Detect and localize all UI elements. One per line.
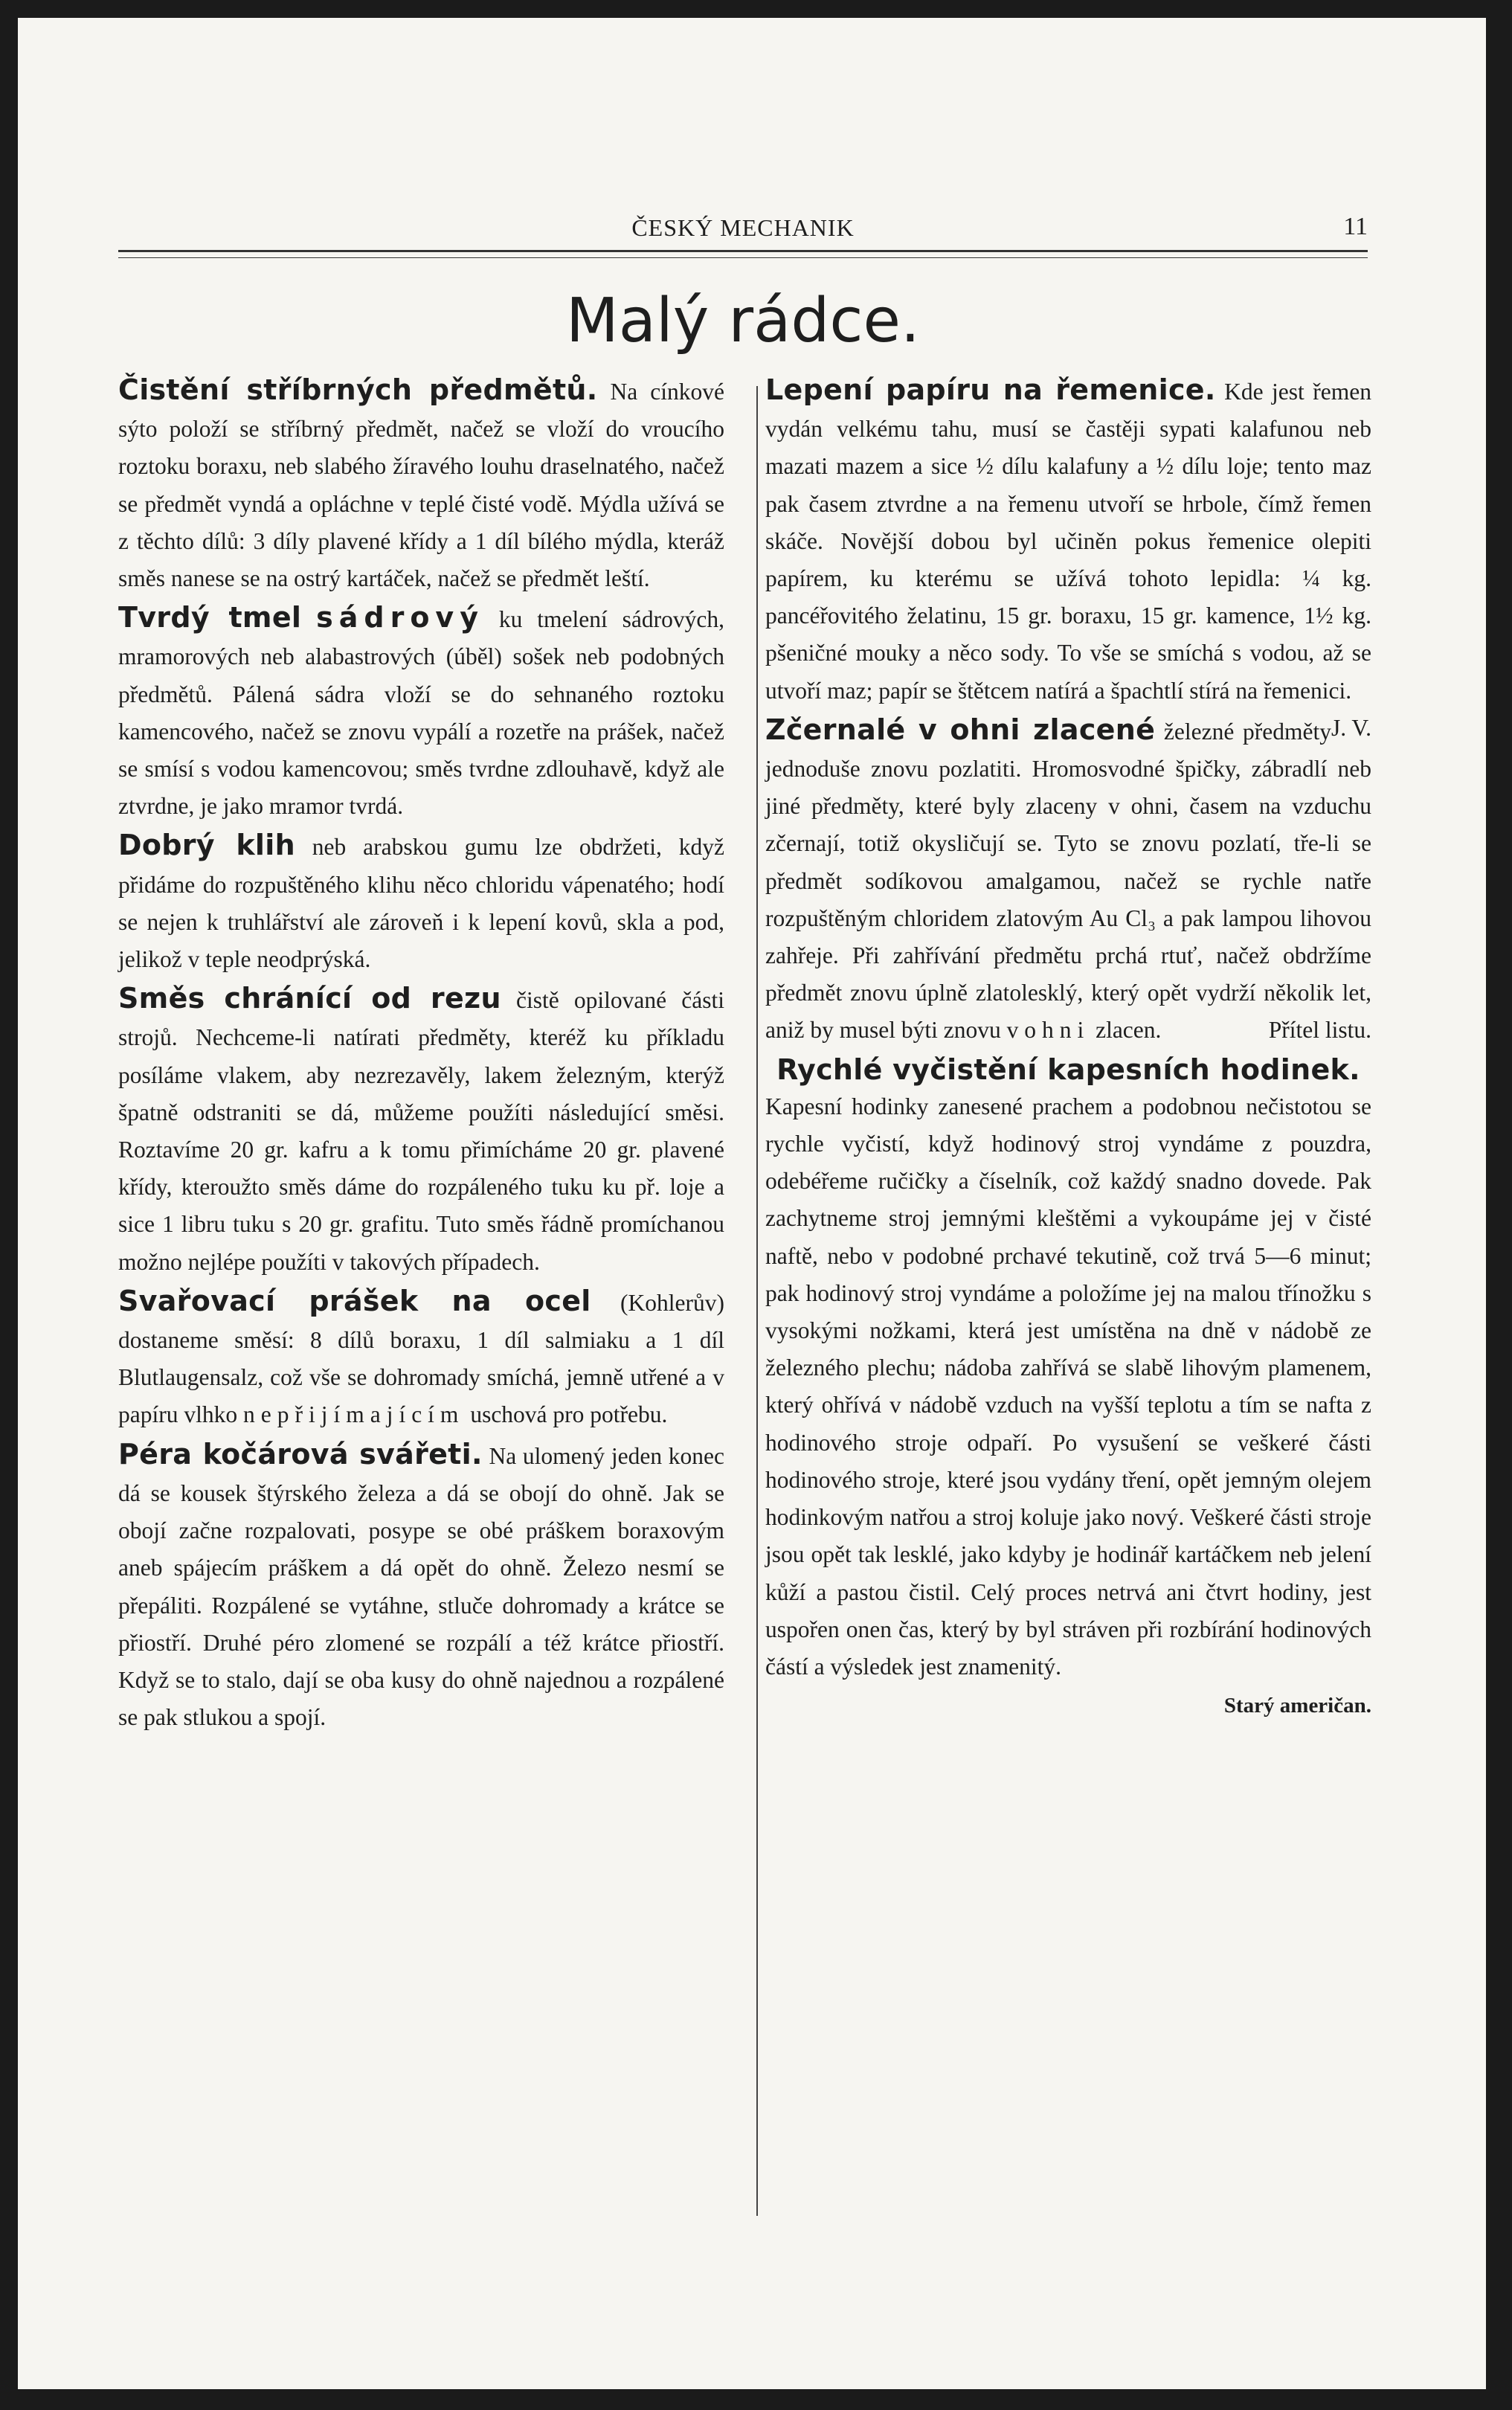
header-rule-thick bbox=[118, 250, 1368, 252]
column-divider bbox=[756, 386, 758, 2216]
article-signature: J. V. bbox=[1331, 714, 1371, 741]
article-rust-protection bbox=[118, 980, 724, 1281]
article-text: ku tmelení sádrových, mramorových neb alabastrových (úběl) sošek neb podobných předmětů. Pálená sádra vloží se do sehnaného roztoku kamencového, načež se znovu vypálí a rozetře na prášek, načež se smísí s vodou kamencovou; směs tvrdne zdlouhavě, když ale ztvrdne, je jako mramor tvrdá. bbox=[118, 606, 724, 820]
article-heading: Svařovací prášek na ocel bbox=[118, 1284, 591, 1317]
article-text: čistě opilované části strojů. Nechceme-li natírati předměty, kteréž ku příkladu posíláme vlakem, aby nezrezavěly, lakem železným, kterýž špatně odstraniti se dá, můžeme použíti následující směsi. Roztavíme 20 gr. kafru a k tomu přimícháme 20 gr. plavené křídy, kteroužto směs dáme do rozpáleného tuku ku př. loje a sice 1 libru tuku s 20 gr. grafitu. Tuto směs řádně promíchanou možno nejlépe použíti v takových případech. bbox=[118, 987, 724, 1275]
article-good-glue bbox=[118, 826, 724, 978]
running-header bbox=[118, 210, 1368, 245]
article-text: Na cínkové sýto položí se stříbrný předmět, načež se vloží do vroucího roztoku boraxu, neb slabého žíravého louhu draselnatého, načež se předmět vyndá a opláchne v teplé čisté vodě. Mýdla užívá se z těchto dílů: 3 díly plavené křídy a 1 díl bílého mýdla, kteráž směs nanese se na ostrý kartáček, načež se předmět leští. bbox=[118, 379, 724, 592]
article-heading: Lepení papíru na řemenice. bbox=[765, 373, 1216, 406]
page-number: 11 bbox=[1343, 213, 1368, 240]
article-welding-powder bbox=[118, 1282, 724, 1434]
article-text: neb arabskou gumu lze obdržeti, když přidáme do rozpuštěného klihu něco chloridu vápenatého; hodí se nejen k truhlářství ale zároveň i k lepení kovů, skla a pod, jelikož v teple neodprýská. bbox=[118, 834, 724, 973]
page bbox=[18, 18, 1486, 2389]
article-text: železné předměty jednoduše znovu pozlatiti. Hromosvodné špičky, zábradlí neb jiné předměty, které byly zlaceny v ohni, časem na vzduchu zčernají, totiž okysličují se. Tyto se znovu pozlatí, tře-li se předmět sodíkovou amalgamou, načež se rychle natře rozpuštěným chloridem zlatovým Au Cl₃ a pak lampou lihovou zahřeje. Při zahřívání předmětu prchá rtuť, načež obdržíme předmět znovu úplně zlatolesklý, který opět vydrží několik let, aniž by musel býti znovu v bbox=[765, 718, 1371, 1044]
article-text: (Kohlerův) dostaneme směsí: 8 dílů boraxu, 1 díl salmiaku a 1 díl Blutlaugensalz, což vše se dohromady smíchá, jemně utřené a v papíru vlhko bbox=[118, 1289, 724, 1428]
article-text-spaced: nepřijímajícím bbox=[242, 1401, 465, 1428]
article-text: Kapesní hodinky zanesené prachem a podobnou nečistotou se rychle vyčistí, když hodinový stroj vyndáme z pouzdra, odebéřeme ručičky a číselník, což každý snadno dovede. Pak zachytneme stroj jemnými kleštěmi a vykoupáme jej v čisté naftě, nebo v podobné prchavé tekutině, což trvá 5—6 minut; pak hodinový stroj vyndáme a položíme jej na malou třínožku s vysokými nožkami, která jest umístěna na dně v nádobě ze železného plechu; nádoba zahřívá se slabě lihovým plamenem, který ohřívá v nádobě vzduch na vyšší teplotu a tím se nafta z hodinového stroje odpaří. Po vysušení se veškeré části hodinového stroje, které jsou vydány tření, opět jemným olejem hodinkovým natřou a stroj koluje jako nový. Veškeré části stroje jsou opět tak lesklé, jako kdyby je hodinář kartáčkem neb jelení kůží a pastou čistil. Celý proces netrvá ani čtvrt hodiny, jest uspořen onen čas, který by byl stráven při rozbírání hodinových částí a výsledek jest znamenitý. bbox=[765, 1093, 1371, 1680]
left-column bbox=[118, 371, 724, 1738]
right-column bbox=[765, 371, 1371, 1726]
article-heading: Dobrý klih bbox=[118, 829, 295, 862]
article-silver-cleaning bbox=[118, 371, 724, 597]
article-heading: Směs chránící od rezu bbox=[118, 982, 501, 1015]
article-hard-putty bbox=[118, 599, 724, 825]
article-carriage-springs bbox=[118, 1436, 724, 1737]
article-watch-cleaning bbox=[765, 1051, 1371, 1725]
article-heading: Rychlé vyčistění kapesních hodinek. bbox=[776, 1053, 1360, 1086]
page-title: Malý rádce. bbox=[566, 286, 920, 356]
article-text: uschová pro potřebu. bbox=[470, 1401, 668, 1428]
article-heading: Péra kočárová svářeti. bbox=[118, 1437, 483, 1471]
article-gilded-objects bbox=[765, 711, 1371, 1050]
article-heading: Zčernalé v ohni zlacené bbox=[765, 713, 1156, 746]
article-heading: Čistění stříbrných předmětů. bbox=[118, 373, 598, 406]
article-text: Na ulomený jeden konec dá se kousek štýrského železa a dá se obojí do ohně. Jak se obojí začne rozpalovati, posype se obé práškem boraxovým aneb spájecím práškem a dá opět do ohně. Železo nesmí se přepáliti. Rozpálené se vytáhne, stluče dohromady a krátce se přiostří. Druhé péro zlomené se rozpálí a též krátce přiostří. Když se to stalo, dají se oba kusy do ohně najednou a rozpálené se pak stlukou a spojí. bbox=[118, 1442, 725, 1731]
article-text-spaced: ohni bbox=[1024, 1017, 1090, 1044]
article-heading: Tvrdý tmel bbox=[118, 601, 302, 634]
article-text: Kde jest řemen vydán velkému tahu, musí se častěji sypati kalafunou neb mazati mazem a sice ½ dílu kalafuny a ½ dílu loje; tento maz pak časem ztvrdne a na řemenu utvoří se hrbole, čímž řemen skáče. Novější dobou byl učiněn pokus řemenice olepiti papírem, ku kterému se užívá tohoto lepidla: ¼ kg. pancéřovitého želatinu, 15 gr. boraxu, 15 gr. kamence, 1½ kg. pšeničné mouky a něco sody. To vše se smíchá s vodou, až se utvoří maz; papír se štětcem natírá a špachtlí stírá na řemenici. bbox=[765, 379, 1371, 704]
running-title: ČESKÝ MECHANIK bbox=[631, 214, 855, 241]
article-text: zlacen. bbox=[1096, 1017, 1162, 1044]
article-signature: Starý američan. bbox=[1223, 1694, 1371, 1718]
article-signature: Přítel listu. bbox=[1268, 1017, 1371, 1044]
header-rule-thin bbox=[118, 257, 1368, 258]
article-heading-spaced: sádrový bbox=[316, 601, 484, 634]
